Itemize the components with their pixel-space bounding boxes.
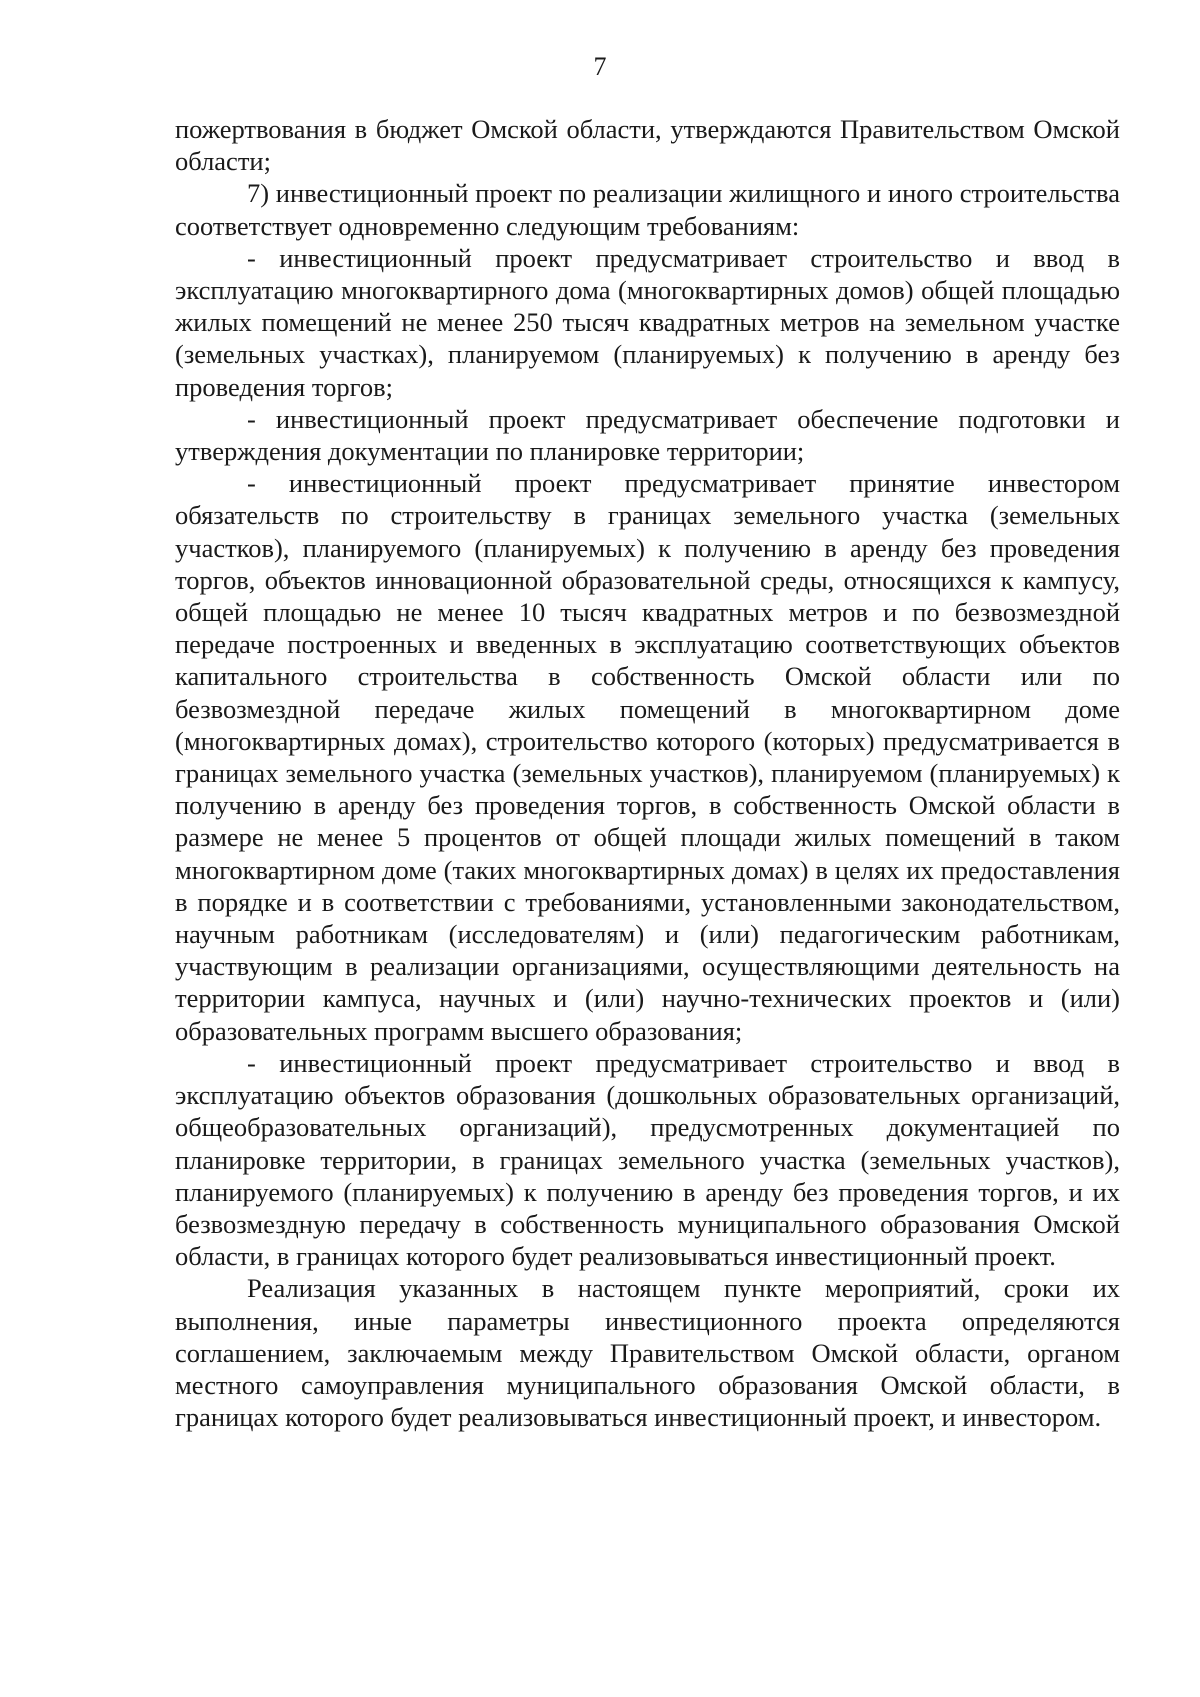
paragraph-requirement-housing: - инвестиционный проект предусматривает строительство и ввод в эксплуатацию многоквартирного дома (многоквартирных домов) общей площадью жилых помещений не менее 250 тысяч квадратных метров на земельном участке (земельных участках), планируемом (планируемых) к получению в аренду без проведения торгов; (175, 242, 1120, 402)
page-number: 7 (593, 52, 607, 81)
paragraph-requirement-planning: - инвестиционный проект предусматривает обеспечение подготовки и утверждения документации по планировке территории; (175, 403, 1120, 467)
paragraph-implementation: Реализация указанных в настоящем пункте мероприятий, сроки их выполнения, иные параметры инвестиционного проекта определяются соглашением, заключаемым между Правительством Омской области, органом местного самоуправления муниципального образования Омской области, в границах которого будет реализовываться инвестиционный проект, и инвестором. (175, 1273, 1120, 1433)
paragraph-item-7: 7) инвестиционный проект по реализации жилищного и иного строительства соответствует одновременно следующим требованиям: (175, 178, 1120, 241)
paragraph-budget-donations: пожертвования в бюджет Омской области, утверждаются Правительством Омской области; (175, 114, 1120, 177)
document-body (175, 113, 1120, 1433)
paragraph-requirement-education: - инвестиционный проект предусматривает строительство и ввод в эксплуатацию объектов образования (дошкольных образовательных организаций, общеобразовательных организаций), предусмотренных документацией по планировке территории, в границах земельного участка (земельных участков), планируемого (планируемых) к получению в аренду без проведения торгов, и их безвозмездную передачу в собственность муниципального образования Омской области, в границах которого будет реализовываться инвестиционный проект. (175, 1047, 1120, 1272)
paragraph-requirement-campus: - инвестиционный проект предусматривает принятие инвестором обязательств по строительству в границах земельного участка (земельных участков), планируемого (планируемых) к получению в аренду без проведения торгов, объектов инновационной образовательной среды, относящихся к кампусу, общей площадью не менее 10 тысяч квадратных метров и по безвозмездной передаче построенных и введенных в эксплуатацию соответствующих объектов капитального строительства в собственность Омской области или по безвозмездной передаче жилых помещений в многоквартирном доме (многоквартирных домах), строительство которого (которых) предусматривается в границах земельного участка (земельных участков), планируемом (планируемых) к получению в аренду без проведения торгов, в собственность Омской области в размере не менее 5 процентов от общей площади жилых помещений в таком многоквартирном доме (таких многоквартирных домах) в целях их предоставления в порядке и в соответствии с требованиями, установленными законодательством, научным работникам (исследователям) и (или) педагогическим работникам, участвующим в реализации организациями, осуществляющими деятельность на территории кампуса, научных и (или) научно-технических проектов и (или) образовательных программ высшего образования; (175, 468, 1120, 1046)
